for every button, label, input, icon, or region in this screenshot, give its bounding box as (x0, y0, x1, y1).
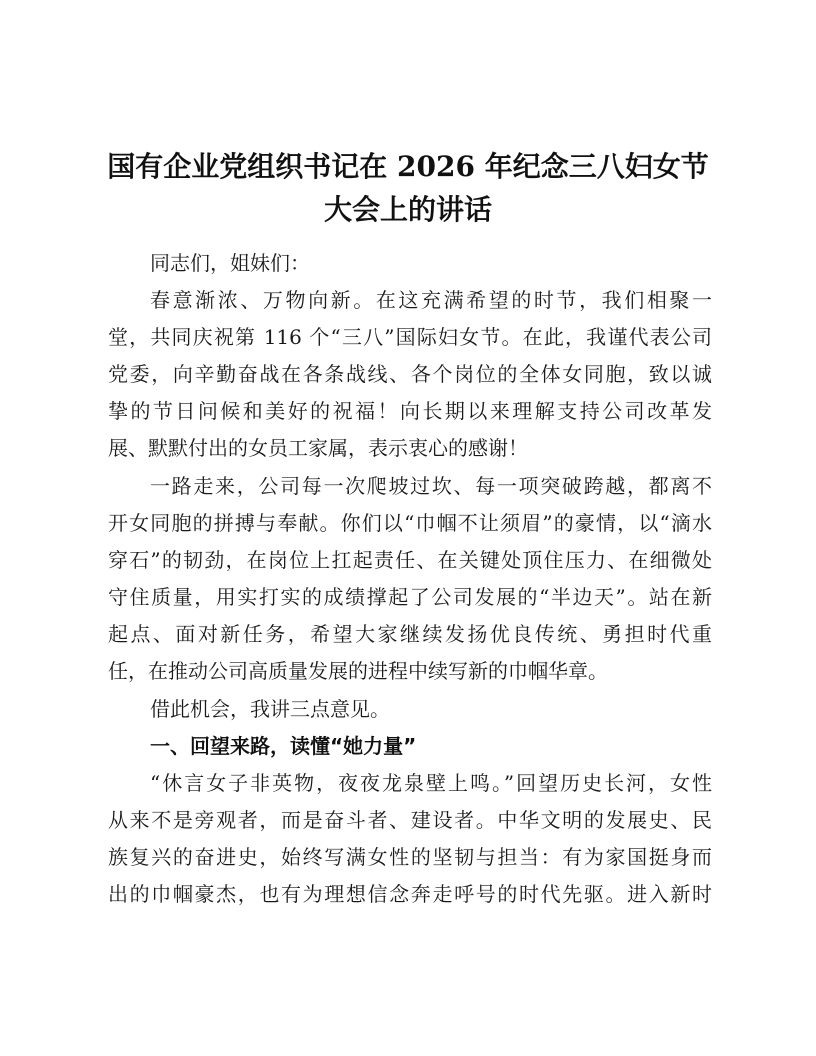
paragraph-2-line-6: 任，在推动公司高质量发展的进程中续写新的巾帼华章。 (108, 659, 608, 683)
paragraph-2-line-4: 守住质量，用实打实的成绩撑起了公司发展的“半边天”。站在新 (108, 585, 712, 609)
paragraph-2-line-2: 开女同胞的拼搏与奉献。你们以“巾帼不让须眉”的豪情，以“滴水 (108, 511, 712, 535)
paragraph-3: 借此机会，我讲三点意见。 (150, 697, 390, 721)
paragraph-1-line-3: 党委，向辛勤奋战在各条战线、各个岗位的全体女同胞，致以诚 (108, 362, 712, 386)
document-title-line-2: 大会上的讲话 (323, 193, 492, 226)
paragraph-2-line-1: 一路走来，公司每一次爬坡过坎、每一项突破跨越，都离不 (150, 474, 712, 498)
paragraph-4-line-2: 从来不是旁观者，而是奋斗者、建设者。中华文明的发展史、民 (108, 808, 712, 832)
section-heading-1: 一、回望来路，读懂“她力量” (150, 734, 417, 758)
paragraph-4-line-1: “休言女子非英物，夜夜龙泉壁上鸣。”回望历史长河，女性 (150, 771, 712, 795)
paragraph-4-line-3: 族复兴的奋进史，始终写满女性的坚韧与担当：有为家国挺身而 (108, 845, 712, 869)
paragraph-4-line-4: 出的巾帼豪杰，也有为理想信念奔走呼号的时代先驱。进入新时 (108, 882, 712, 906)
paragraph-2-line-5: 起点、面对新任务，希望大家继续发扬优良传统、勇担时代重 (108, 622, 712, 646)
paragraph-1-line-5: 展、默默付出的女员工家属，表示衷心的感谢！ (108, 436, 528, 460)
paragraph-1-line-2: 堂，共同庆祝第 116 个“三八”国际妇女节。在此，我谨代表公司 (108, 325, 712, 349)
paragraph-1-line-4: 挚的节日问候和美好的祝福！向长期以来理解支持公司改革发 (108, 399, 712, 423)
paragraph-1-line-1: 春意渐浓、万物向新。在这充满希望的时节，我们相聚一 (150, 288, 712, 312)
greeting: 同志们，姐妹们： (150, 251, 310, 275)
paragraph-2-line-3: 穿石”的韧劲，在岗位上扛起责任、在关键处顶住压力、在细微处 (108, 548, 712, 572)
document-title-line-1: 国有企业党组织书记在 2026 年纪念三八妇女节 (107, 150, 709, 183)
